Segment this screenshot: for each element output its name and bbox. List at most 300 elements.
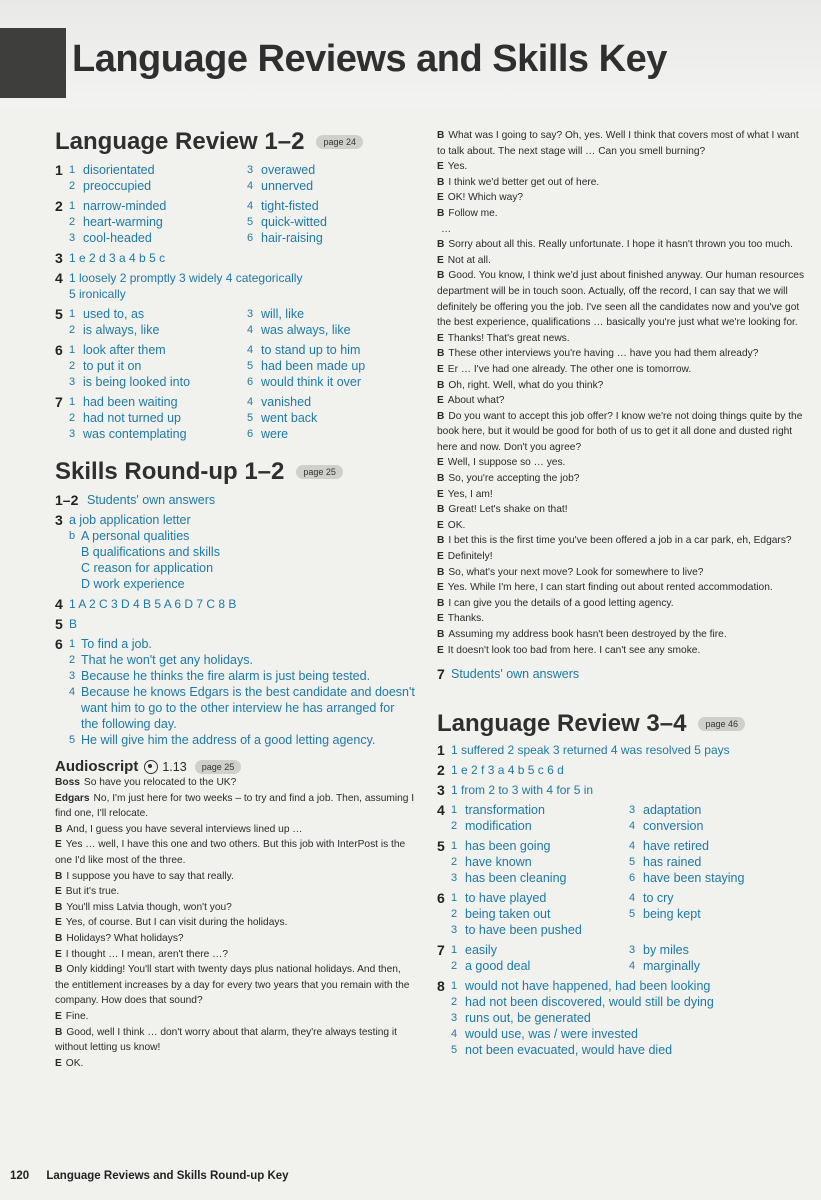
answer-line (69, 178, 247, 194)
inline-wrap (451, 762, 564, 778)
answer-column (629, 838, 744, 886)
answer-text: had not turned up (83, 411, 181, 425)
review-item (437, 838, 807, 886)
answer-number: 1 (451, 892, 458, 905)
speaker: E (437, 457, 444, 469)
answer-line (451, 1010, 714, 1026)
answer-line (247, 178, 315, 194)
answer-line (247, 374, 365, 390)
answer-text: had not been discovered, would still be dying (465, 995, 714, 1010)
answer-line (629, 958, 700, 974)
script-line (437, 627, 807, 643)
answer-number: 3 (629, 944, 636, 957)
speaker: E (437, 192, 444, 204)
answer-text: has been going (465, 839, 551, 854)
sub-number: 5 (69, 734, 76, 746)
speaker: E (437, 582, 444, 594)
script-line (437, 611, 807, 627)
review-item (437, 742, 807, 758)
review-item (55, 342, 415, 390)
answer-number: 2 (451, 820, 458, 833)
answer-number: 4 (629, 820, 636, 833)
answer-line (451, 1042, 714, 1058)
sr12-heading-text: Skills Round-up 1–2 (55, 458, 285, 485)
answer-number: 4 (629, 840, 636, 853)
speaker: E (437, 395, 444, 407)
speech: I thought … I mean, aren't there …? (65, 948, 229, 960)
answer-column (629, 802, 703, 834)
item-number: 7 (437, 666, 445, 683)
answer-number: 4 (247, 344, 254, 356)
script-line (55, 931, 415, 947)
answer-number: 3 (247, 308, 254, 320)
sr12-answer-4: 1 A 2 C 3 D 4 B 5 A 6 D 7 C 8 B (69, 597, 237, 611)
speaker: E (437, 613, 444, 625)
audioscript-part1 (55, 775, 415, 1071)
answer-line (451, 922, 629, 938)
speaker: E (55, 948, 62, 960)
speech: Yes. (447, 161, 468, 173)
speech: Fine. (65, 1010, 89, 1022)
item-number: 3 (55, 250, 63, 266)
answer-line (629, 870, 744, 886)
answer-line (247, 306, 351, 322)
review-item (55, 306, 415, 338)
answer-number: 5 (247, 216, 254, 228)
answer-text: to cry (643, 891, 674, 906)
speaker: E (437, 254, 444, 266)
answer-text: went back (261, 411, 318, 425)
answer-line (69, 358, 247, 374)
answer-line (247, 410, 317, 426)
answer-number: 1 (451, 980, 458, 993)
answer-number: 2 (69, 412, 76, 424)
script-line (55, 837, 415, 868)
answer-text: runs out, be generated (465, 1011, 591, 1026)
speech: OK. (65, 1057, 84, 1069)
script-line (437, 565, 807, 581)
script-line (437, 346, 807, 362)
review-item (437, 762, 807, 778)
sr12-item-6 (55, 636, 415, 748)
script-line (437, 268, 807, 330)
review-item (437, 978, 807, 1058)
answer-line (247, 394, 317, 410)
answer-text: were (261, 427, 289, 441)
sr12-answer-7: Students' own answers (451, 667, 580, 682)
item-number: 2 (437, 762, 445, 779)
speaker: E (437, 551, 444, 563)
answer-number: 5 (629, 856, 636, 869)
answer-number: 3 (629, 804, 636, 817)
answer-column (451, 942, 629, 974)
inline-wrap (69, 250, 165, 266)
answer-column (247, 306, 351, 338)
sub-answer (69, 636, 415, 652)
speaker: B (437, 535, 445, 547)
answer-line (69, 214, 247, 230)
script-line (437, 331, 807, 347)
speaker: E (55, 839, 62, 851)
speaker: B (437, 597, 445, 609)
answer-number: 4 (629, 960, 636, 973)
speaker: B (55, 932, 63, 944)
answer-line (69, 394, 247, 410)
answer-column (69, 394, 247, 442)
speech: So, you're accepting the job? (448, 473, 580, 485)
script-line (55, 775, 415, 791)
script-line (437, 533, 807, 549)
answer-text: have retired (643, 839, 710, 854)
review-item (55, 162, 415, 194)
answer-text: hair-raising (261, 231, 323, 245)
answer-text: not been evacuated, would have died (465, 1043, 673, 1058)
speech: Er … I've had one already. The other one is tomorrow. (447, 363, 692, 375)
left-column (55, 128, 415, 1071)
answer-text: conversion (643, 819, 704, 834)
answer-text: heart-warming (83, 215, 163, 229)
answer-text: would think it over (261, 375, 362, 389)
answer-text: tight-fisted (261, 199, 319, 213)
answer-line (69, 342, 247, 358)
speech: So, what's your next move? Look for somewhere to live? (448, 566, 704, 578)
sr12-answer-6-list (69, 636, 415, 748)
answer-text: have been staying (643, 871, 745, 886)
script-line (437, 237, 807, 253)
answer-line (451, 890, 629, 906)
answer-text: transformation (465, 803, 545, 818)
answer-number: 4 (247, 200, 254, 212)
answer-column (451, 978, 714, 1058)
sub-answer (69, 528, 415, 544)
item-number: 6 (55, 342, 63, 358)
script-line (437, 502, 807, 518)
sub-number: 4 (69, 686, 76, 698)
lr34-answers (437, 742, 807, 1058)
answer-line (247, 426, 317, 442)
answer-column (247, 394, 317, 442)
item-number: 4 (437, 802, 445, 819)
script-line (55, 869, 415, 885)
answer-text: unnerved (261, 179, 314, 193)
speech: I bet this is the first time you've been offered a job in a car park, eh, Edgars? (448, 535, 792, 547)
speaker: E (55, 1010, 62, 1022)
speech: I think we'd better get out of here. (448, 176, 600, 188)
answer-number: 1 (451, 840, 458, 853)
script-line (437, 518, 807, 534)
speech: I can give you the details of a good letting agency. (448, 597, 674, 609)
answer-column (247, 342, 365, 390)
answer-text: had been waiting (83, 395, 178, 409)
script-line (55, 791, 415, 822)
speaker: B (437, 270, 445, 282)
answer-line (629, 818, 703, 834)
speech: Well, I suppose so … yes. (447, 457, 566, 469)
answer-number: 3 (451, 872, 458, 885)
answer-text: would not have happened, had been looking (465, 979, 711, 994)
answer-column (247, 198, 327, 246)
script-line (55, 1009, 415, 1025)
answer-text: a good deal (465, 959, 531, 974)
sub-answer (69, 652, 415, 668)
speaker: B (437, 130, 445, 141)
speech: Good, well I think … don't worry about that alarm, they're always testing it without letting us know! (55, 1026, 397, 1054)
sub-text: Because he thinks the fire alarm is just being tested. (81, 669, 371, 683)
speech: I suppose you have to say that really. (66, 870, 234, 882)
script-line (437, 190, 807, 206)
speech: Definitely! (447, 551, 493, 563)
speaker: B (437, 379, 445, 391)
item-number: 5 (55, 616, 63, 632)
lr34-heading (437, 710, 807, 738)
review-item (55, 270, 415, 302)
item-number: 6 (55, 636, 63, 652)
speech: Holidays? What holidays? (66, 932, 184, 944)
speech: No, I'm just here for two weeks – to try and find a job. Then, assuming I find one, I'll relocate. (55, 792, 415, 820)
review-item (55, 250, 415, 266)
audioscript-part2 (437, 128, 807, 658)
sub-letter (69, 560, 81, 576)
review-item (55, 394, 415, 442)
answer-number: 5 (451, 1044, 458, 1057)
answer-line (247, 198, 327, 214)
speaker: E (55, 917, 62, 929)
answer-line (69, 410, 247, 426)
sub-answer (69, 684, 415, 732)
sub-letter (69, 576, 81, 592)
answer-line (629, 802, 703, 818)
answer-text: was always, like (261, 323, 351, 337)
item-number: 5 (437, 838, 445, 855)
answer-number: 6 (247, 376, 254, 388)
sr12-item-1-2 (55, 492, 415, 508)
answer-number: 6 (629, 872, 636, 885)
script-line (437, 128, 807, 159)
answer-line (247, 358, 365, 374)
answer-line (451, 994, 714, 1010)
answer-number: 2 (451, 960, 458, 973)
answer-line (629, 890, 701, 906)
answer-number: 4 (629, 892, 636, 905)
sub-answer (69, 544, 415, 560)
sub-text: B qualifications and skills (81, 545, 220, 559)
lr12-answers (55, 162, 415, 442)
answer-line (451, 818, 629, 834)
script-line (437, 643, 807, 659)
answer-line (69, 322, 247, 338)
item-number: 7 (55, 394, 63, 410)
answer-text: will, like (261, 307, 305, 321)
speech: … (441, 223, 452, 235)
answer-number: 6 (247, 428, 254, 440)
footer-text: Language Reviews and Skills Round-up Key (46, 1170, 289, 1182)
answer-text: disorientated (83, 163, 155, 177)
audio-track-number: 1.13 (162, 759, 187, 774)
script-line (437, 362, 807, 378)
answer-column (451, 802, 629, 834)
script-line (437, 487, 807, 503)
answer-column (69, 306, 247, 338)
answer-text: adaptation (643, 803, 702, 818)
answer-number: 2 (69, 324, 76, 336)
speaker: B (55, 964, 63, 976)
answer-line (451, 870, 629, 886)
answer-line (629, 942, 700, 958)
answer-text: preoccupied (83, 179, 152, 193)
speaker: B (437, 504, 445, 516)
sr12-item-7 (437, 666, 807, 682)
answer-line (247, 214, 327, 230)
speech: Follow me. (448, 207, 498, 219)
answer-text: to have played (465, 891, 547, 906)
sub-text: D work experience (81, 577, 185, 591)
speech: Yes, of course. But I can visit during the holidays. (65, 917, 288, 929)
sub-text: He will give him the address of a good letting agency. (81, 733, 376, 747)
sub-text: C reason for application (81, 561, 214, 575)
answer-number: 4 (247, 324, 254, 336)
script-line (437, 378, 807, 394)
answer-number: 3 (69, 428, 76, 440)
sub-number: 1 (69, 638, 76, 650)
answer-number: 5 (247, 412, 254, 424)
speech: Yes … well, I have this one and two others. But this job with InterPost is the one I'd like most of the three. (55, 839, 406, 866)
answer-text: to put it on (83, 359, 142, 373)
script-line (437, 206, 807, 222)
speech: Sorry about all this. Really unfortunate. I hope it hasn't thrown you too much. (448, 239, 793, 251)
script-line (437, 253, 807, 269)
answer-text: to have been pushed (465, 923, 582, 938)
answer-text: by miles (643, 943, 689, 958)
answer-line (451, 906, 629, 922)
answer-column (629, 890, 701, 922)
script-line (55, 1025, 415, 1056)
answer-line (451, 942, 629, 958)
inline-answers-cont: 5 ironically (69, 287, 126, 301)
lr34-heading-text: Language Review 3–4 (437, 710, 687, 738)
answer-number: 3 (451, 1012, 458, 1025)
answer-text: had been made up (261, 359, 366, 373)
page-footer (10, 1170, 289, 1182)
inline-answers: 1 e 2 f 3 a 4 b 5 c 6 d (451, 763, 564, 778)
sr12-answer-3a: a job application letter (69, 513, 191, 527)
audio-page-badge: page 25 (195, 760, 242, 774)
speech: Assuming my address book hasn't been destroyed by the fire. (448, 629, 727, 640)
script-line (437, 471, 807, 487)
item-number: 2 (55, 198, 63, 214)
inline-wrap (69, 270, 302, 302)
sub-answer (69, 668, 415, 684)
speech: Good. You know, I think we'd just about finished anyway. Our human resources department will be in touch soon. Actually, off the record, I can say that we will definitely be offering you the job. I've seen all the candidates now and you've got the best experience, qualifications … basically you're just what we're looking for. (437, 270, 805, 329)
speaker: E (437, 519, 444, 531)
answer-text: being kept (643, 907, 701, 922)
script-line (55, 884, 415, 900)
answer-line (69, 198, 247, 214)
item-number: 7 (437, 942, 445, 959)
speech: Do you want to accept this job offer? I know we're not doing things quite by the book here, but it would be good for both of us to get it all done and dusted right here and now. Don't you agree? (437, 410, 803, 453)
answer-line (629, 906, 701, 922)
item-number: 3 (437, 782, 445, 799)
inline-wrap (451, 742, 730, 758)
answer-column (69, 342, 247, 390)
answer-number: 2 (69, 360, 76, 372)
sub-number: 3 (69, 670, 76, 682)
answer-text: modification (465, 819, 532, 834)
answer-line (629, 854, 744, 870)
item-number: 4 (55, 270, 63, 286)
speaker: E (437, 644, 444, 656)
right-column (437, 128, 807, 1058)
script-line (55, 915, 415, 931)
sub-answer (69, 560, 415, 576)
speaker: E (437, 363, 444, 375)
answer-number: 3 (69, 232, 76, 244)
speaker: B (55, 1026, 63, 1038)
answer-number: 4 (451, 1028, 458, 1041)
speaker: E (437, 332, 444, 344)
page-number: 120 (10, 1170, 30, 1182)
answer-text: vanished (261, 395, 312, 409)
sub-letter (69, 544, 81, 560)
review-item (55, 198, 415, 246)
sub-text: That he won't get any holidays. (81, 653, 253, 667)
speech: OK! Which way? (447, 192, 524, 204)
answer-number: 1 (451, 804, 458, 817)
item-number: 3 (55, 512, 63, 528)
answer-text: to stand up to him (261, 343, 361, 357)
inline-answers: 1 suffered 2 speak 3 returned 4 was resolved 5 pays (451, 743, 730, 758)
answer-line (247, 162, 315, 178)
page-title: Language Reviews and Skills Key (72, 38, 667, 80)
inline-answers: 1 from 2 to 3 with 4 for 5 in (451, 783, 594, 798)
audioscript-title: Audioscript (55, 758, 139, 775)
answer-text: narrow-minded (83, 199, 167, 213)
speaker: E (55, 1057, 62, 1069)
answer-number: 1 (69, 344, 76, 356)
answer-text: cool-headed (83, 231, 152, 245)
speaker: B (437, 176, 445, 188)
speaker: B (55, 870, 63, 882)
speech: But it's true. (65, 886, 120, 898)
speech: Thanks. (447, 613, 485, 625)
sub-text: A personal qualities (81, 529, 190, 543)
answer-number: 4 (247, 180, 254, 192)
script-line (55, 947, 415, 963)
speaker: B (437, 207, 445, 219)
item-number: 1 (55, 162, 63, 178)
speech: Only kidding! You'll start with twenty days plus national holidays. And then, the entitlement increases by a day for every two years that you remain with the company. How does that sound? (55, 964, 410, 1007)
review-item (437, 942, 807, 974)
item-number: 6 (437, 890, 445, 907)
sr12-page-badge: page 25 (296, 465, 343, 479)
speech: About what? (447, 395, 505, 407)
answer-number: 2 (451, 856, 458, 869)
speech: So have you relocated to the UK? (83, 777, 237, 788)
speech: Thanks! That's great news. (447, 332, 570, 344)
sub-answer (69, 732, 415, 748)
answer-number: 3 (247, 164, 254, 176)
speaker: Edgars (55, 792, 90, 804)
answer-column (69, 162, 247, 194)
script-line (437, 222, 807, 238)
lr12-heading-text: Language Review 1–2 (55, 128, 305, 155)
speech: Oh, right. Well, what do you think? (448, 379, 604, 391)
speech: Great! Let's shake on that! (448, 504, 568, 516)
speaker: B (437, 239, 445, 251)
answer-text: used to, as (83, 307, 145, 321)
speaker: B (437, 348, 445, 360)
answer-line (451, 802, 629, 818)
answer-column (247, 162, 315, 194)
